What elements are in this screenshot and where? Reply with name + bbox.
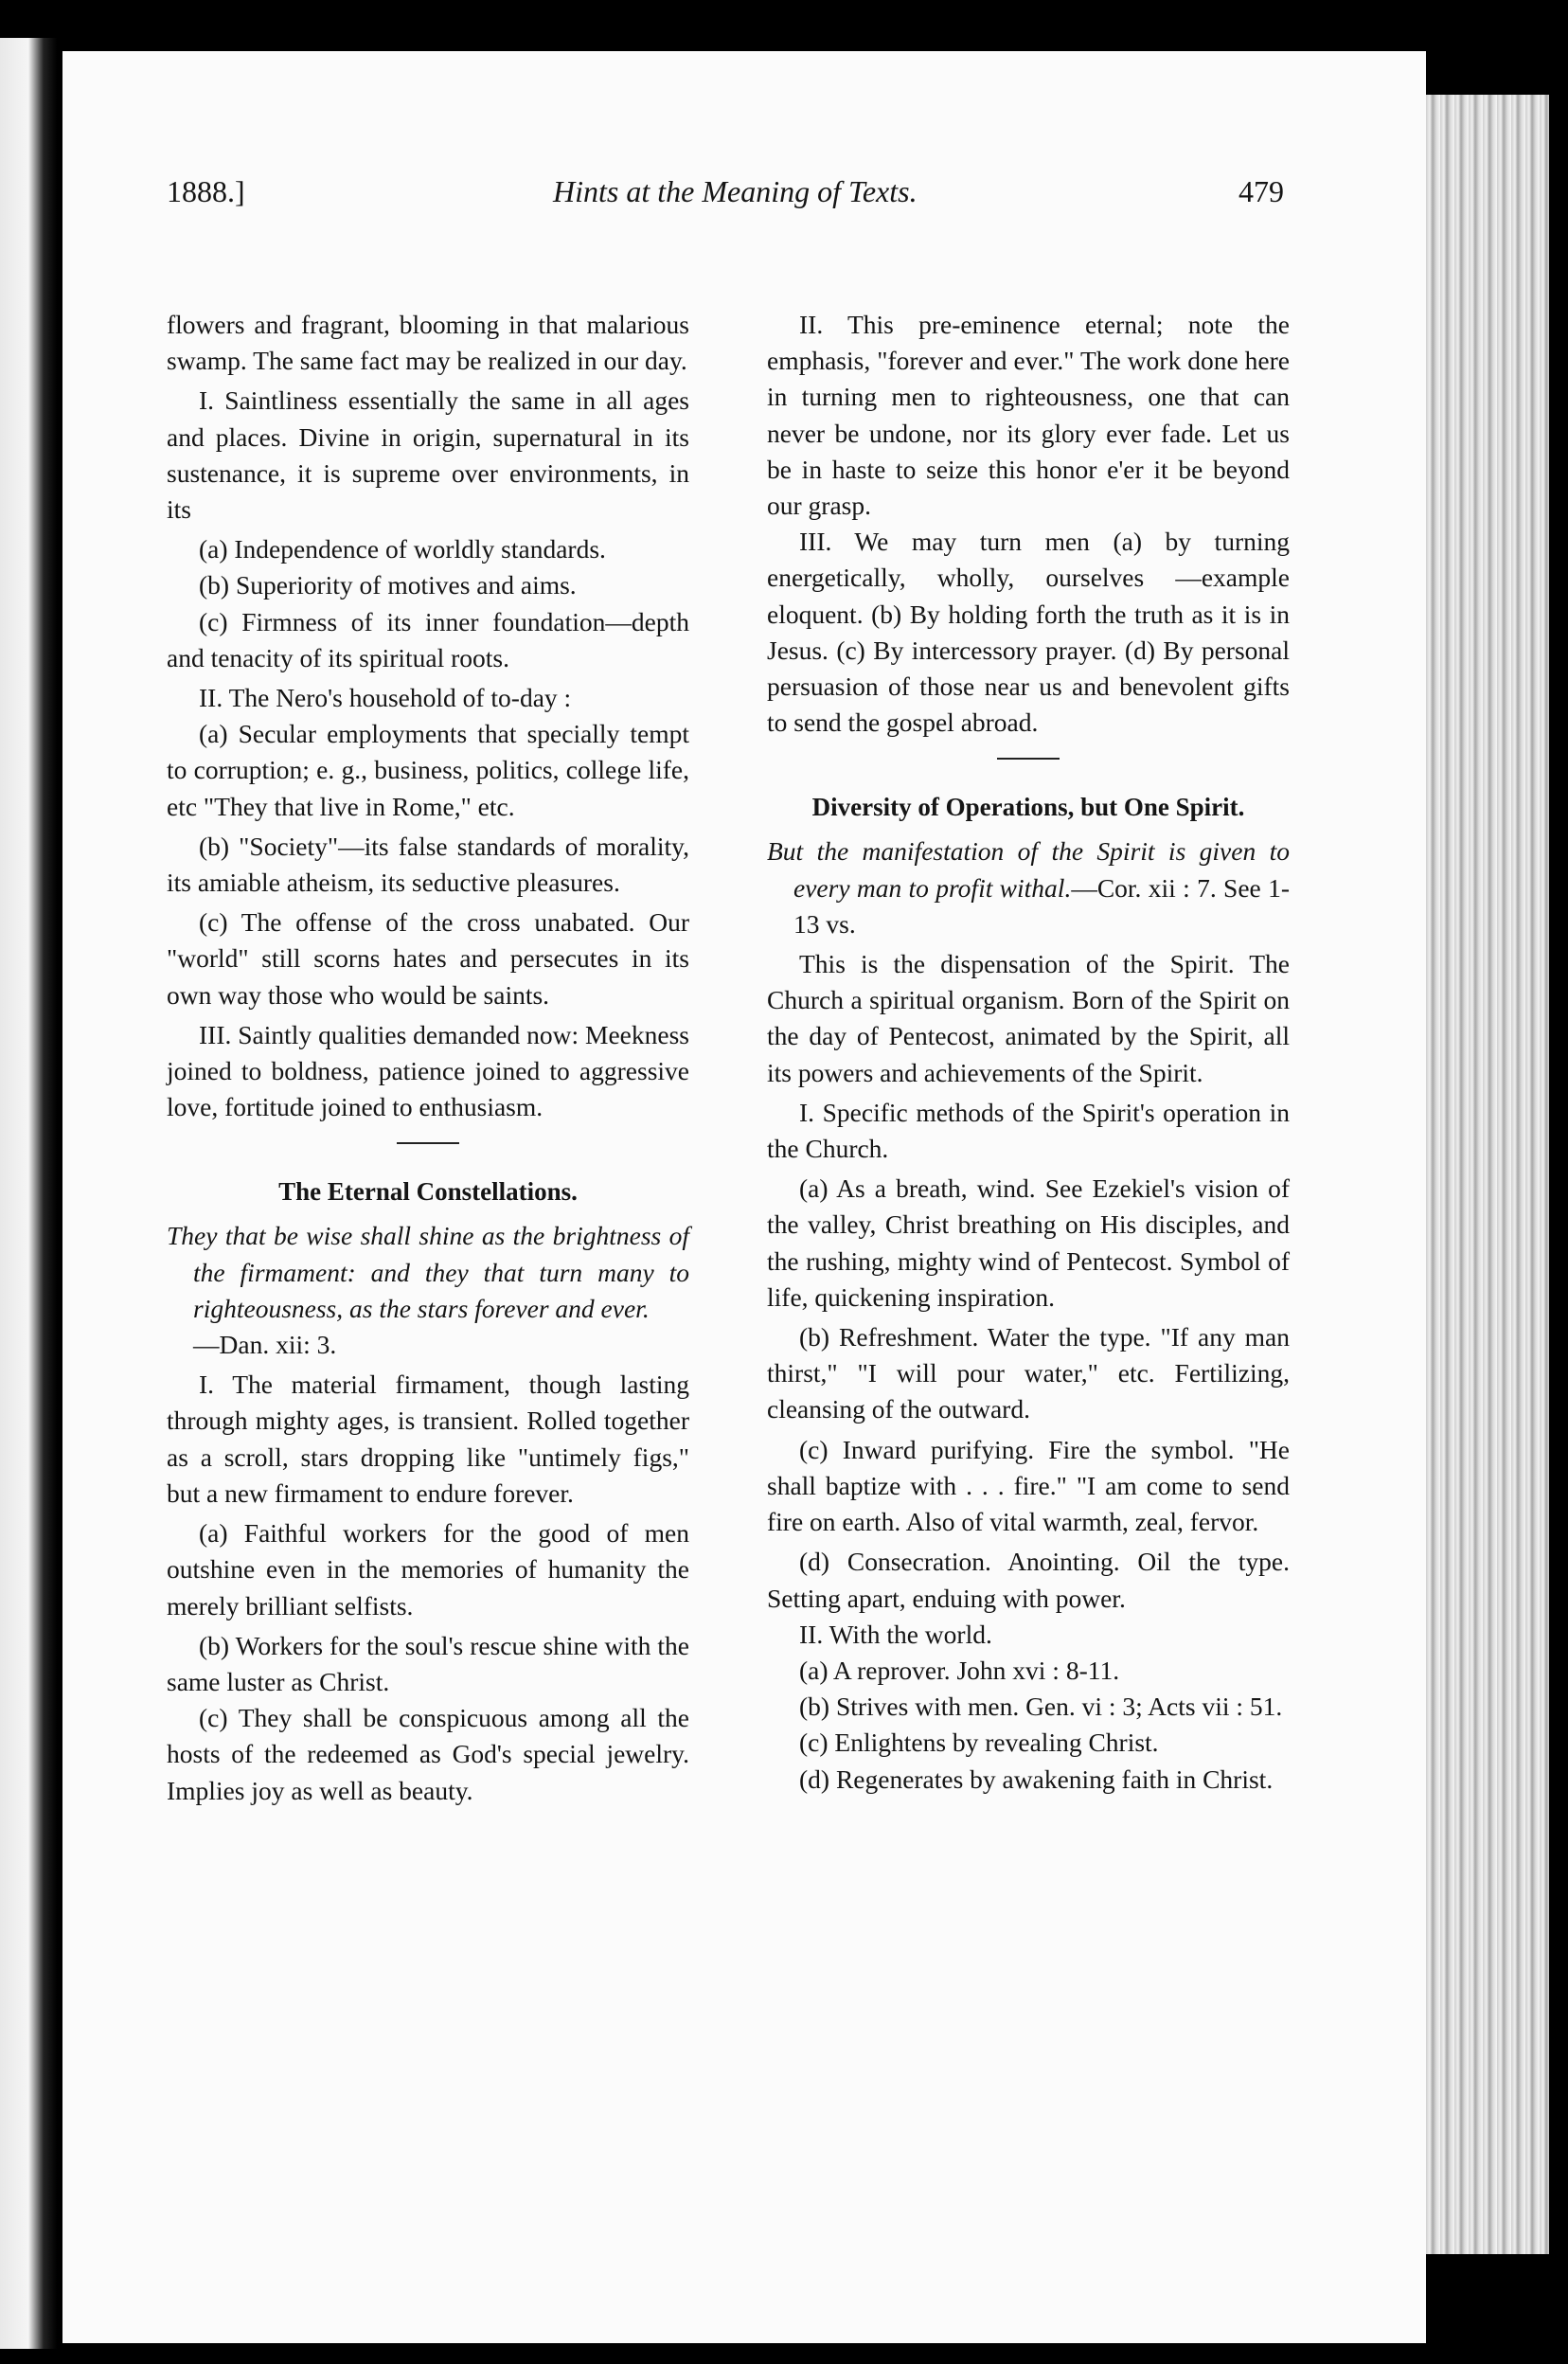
paragraph: II. With the world. [799,1619,992,1649]
paragraph: flowers and fragrant, blooming in that malarious swamp. The same fact may be realized in our day. [167,310,689,376]
paragraph: (c) The offense of the cross unabated. Our "world" still scorns hates and persecutes in its own way those who would be saints. [167,907,689,1010]
paragraph: II. This pre-eminence eternal; note the emphasis, "forever and ever." The work done here in turning men to righteousness, one that can never be undone, nor its glory ever fade. Let us be in haste to seize this honor e'er it be beyond our grasp. [767,310,1290,521]
epigraph-source: —Cor. xii : 7. See 1-13 vs. [793,872,1290,939]
section-divider [397,1142,459,1144]
paragraph: (c) Enlightens by revealing Christ. [799,1728,1159,1758]
paragraph: (d) Consecration. Anointing. Oil the type. Setting apart, enduing with power. [767,1547,1290,1613]
header-year: 1888.] [167,174,245,208]
paragraph: This is the dispensation of the Spirit. The Church a spiritual organism. Born of the Spirit on the day of Pentecost, animated by the Spirit, all its powers and achievements of the Spirit. [767,949,1290,1087]
epigraph-source: —Dan. xii: 3. [193,1330,337,1360]
section-divider [997,758,1060,760]
running-header [167,174,1284,231]
page-number: 479 [1238,174,1284,208]
paragraph: (b) Refreshment. Water the type. "If any man thirst," "I will pour water," etc. Fertilizing, cleansing of the outward. [767,1322,1290,1424]
paragraph: I. The material firmament, though lasting through mighty ages, is transient. Rolled together as a scroll, stars dropping like "untimely figs," but a new firmament to endure forever. [167,1370,689,1508]
paragraph: (a) As a breath, wind. See Ezekiel's vision of the valley, Christ breathing on His disciples, and the rushing, mighty wind of Pentecost. Symbol of life, quickening inspiration. [767,1173,1290,1312]
epigraph [167,1218,689,1363]
book-page [62,51,1426,2343]
paragraph: (a) Faithful workers for the good of men outshine even in the memories of humanity the merely brilliant selfists. [167,1518,689,1621]
paragraph: (b) "Society"—its false standards of morality, its amiable atheism, its seductive pleasures. [167,831,689,898]
paragraph: (c) Firmness of its inner foundation—depth and tenacity of its spiritual roots. [167,606,689,672]
epigraph-text: They that be wise shall shine as the brightness of the firmament: and they that turn many to righteousness, as the stars forever and ever. [167,1221,689,1323]
epigraph-text: But the manifestation of the Spirit is given to every man to profit withal. [767,836,1290,903]
scan-binding-edge [0,38,57,2349]
paragraph: III. Saintly qualities demanded now: Meekness joined to boldness, patience joined to aggressive love, fortitude joined to enthusiasm. [167,1019,689,1122]
running-title: Hints at the Meaning of Texts. [553,174,918,208]
section-heading: Diversity of Operations, but One Spirit. [811,793,1245,822]
paragraph: (d) Regenerates by awakening faith in Christ. [799,1764,1274,1794]
paragraph: (b) Strives with men. Gen. vi : 3; Acts vii : 51. [799,1692,1283,1722]
paragraph: (a) A reprover. John xvi : 8-11. [799,1655,1120,1685]
left-column [167,307,689,1809]
paragraph: II. The Nero's household of to-day : [199,683,572,713]
paragraph: (a) Secular employments that specially tempt to corruption; e. g., business, politics, college life, etc "They that live in Rome," etc. [167,719,689,821]
right-column [767,307,1290,1798]
paragraph: (c) Inward purifying. Fire the symbol. "He shall baptize with . . . fire." "I am come to send fire on earth. Also of vital warmth, zeal, fervor. [767,1434,1290,1537]
paragraph: I. Saintliness essentially the same in all ages and places. Divine in origin, supernatural in its sustenance, it is supreme over environments, in its [167,385,689,525]
epigraph [767,833,1290,942]
paragraph: (c) They shall be conspicuous among all the hosts of the redeemed as God's special jewelry. Implies joy as well as beauty. [167,1703,689,1805]
paragraph: (b) Workers for the soul's rescue shine with the same luster as Christ. [167,1630,689,1696]
paragraph: I. Specific methods of the Spirit's operation in the Church. [767,1097,1290,1164]
paragraph: (a) Independence of worldly standards. [199,534,606,564]
paragraph: III. We may turn men (a) by turning energetically, wholly, ourselves —example eloquent. (b) By holding forth the truth as it is in Jesus. (c) By intercessory prayer. (d) By personal persuasion of those near us and benevolent gifts to send the gospel abroad. [767,527,1290,738]
section-heading: The Eternal Constellations. [278,1177,578,1207]
paragraph: (b) Superiority of motives and aims. [199,570,577,600]
page-stack-edges [1426,95,1549,2254]
